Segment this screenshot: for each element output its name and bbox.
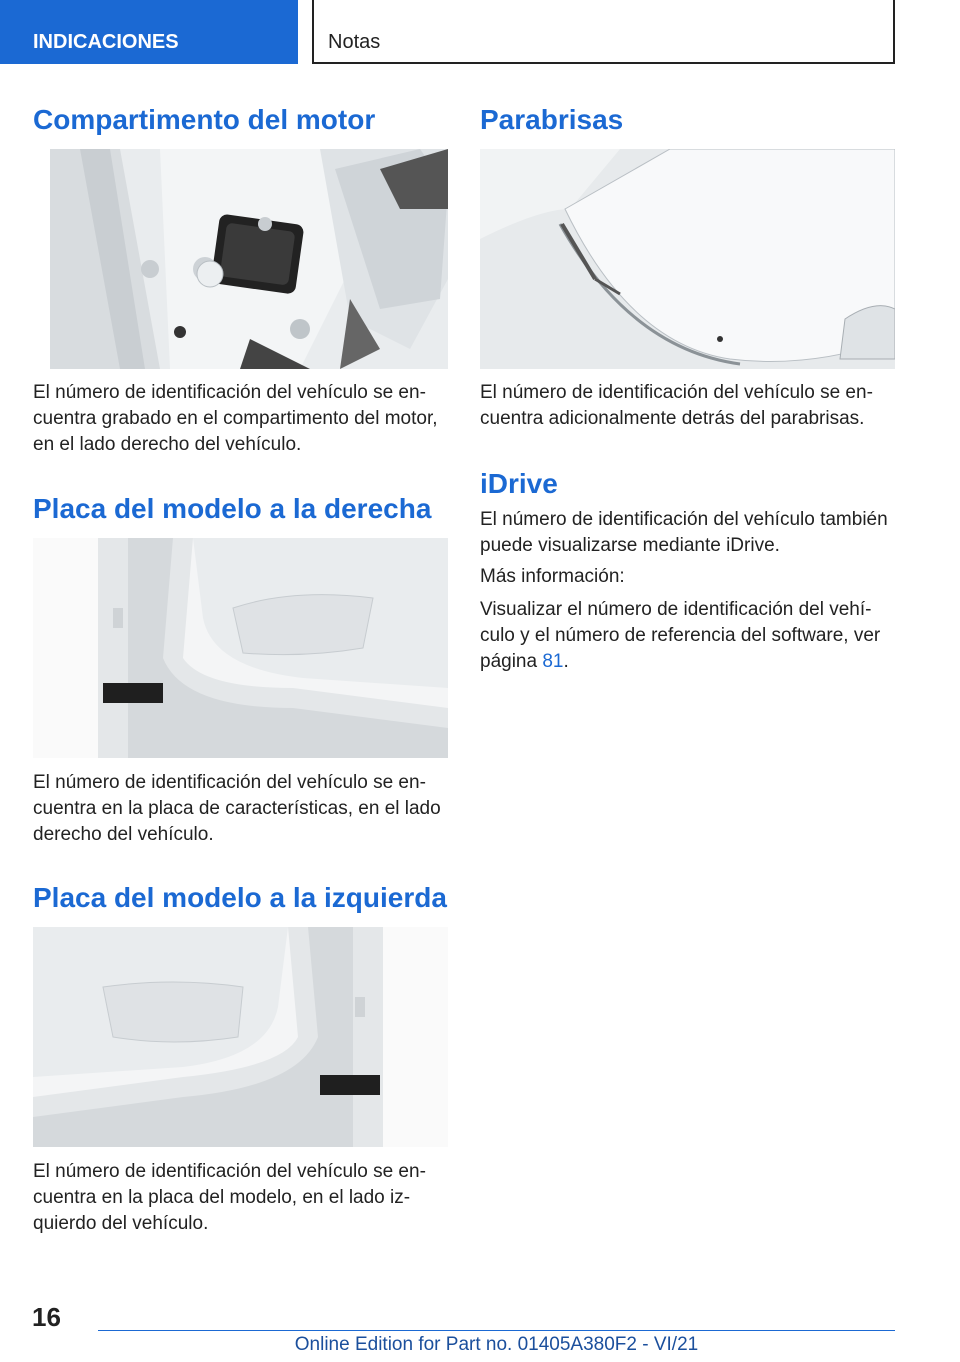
idrive-text-3-suffix: .	[563, 651, 569, 672]
left-plate-text: El número de identificación del vehículo se encuentra en la placa del modelo, en el lado izquierdo del vehículo.	[33, 1161, 426, 1234]
page-number: 16	[32, 1302, 61, 1332]
edition-footer: Online Edition for Part no. 01405A380F2 - VI/21	[294, 1334, 699, 1355]
right-plate-image	[33, 538, 448, 758]
engine-text: El número de identificación del vehículo se encuentra grabado en el compartimento del motor, en el lado derecho del vehículo.	[33, 382, 438, 455]
idrive-text-3-prefix: Visualizar el número de identificación del vehículo y el número de referencia del software, ver página	[480, 599, 881, 672]
windshield-image	[480, 149, 895, 369]
engine-title: Compartimento del motor	[33, 104, 376, 135]
subsection-label: Notas	[312, 0, 895, 64]
windshield-text: El número de identificación del vehículo se encuentra adicionalmente detrás del parabrisas.	[480, 382, 873, 429]
idrive-title: iDrive	[480, 468, 558, 499]
page-link[interactable]: 81	[542, 651, 564, 672]
engine-compartment-image	[50, 149, 448, 369]
windshield-title: Parabrisas	[480, 104, 624, 135]
idrive-text-2: Más información:	[480, 566, 625, 587]
left-plate-title: Placa del modelo a la izquierda	[33, 882, 447, 913]
section-tab: INDICACIONES	[0, 0, 298, 64]
left-plate-image	[33, 927, 448, 1147]
right-plate-text: El número de identificación del vehículo se encuentra en la placa de características, en el lado derecho del vehículo.	[33, 772, 441, 845]
right-plate-title: Placa del modelo a la derecha	[33, 493, 432, 524]
idrive-text-3	[480, 597, 898, 675]
footer-divider	[98, 1330, 895, 1331]
idrive-text-1: El número de identificación del vehículo también puede visualizarse mediante iDrive.	[480, 509, 888, 556]
